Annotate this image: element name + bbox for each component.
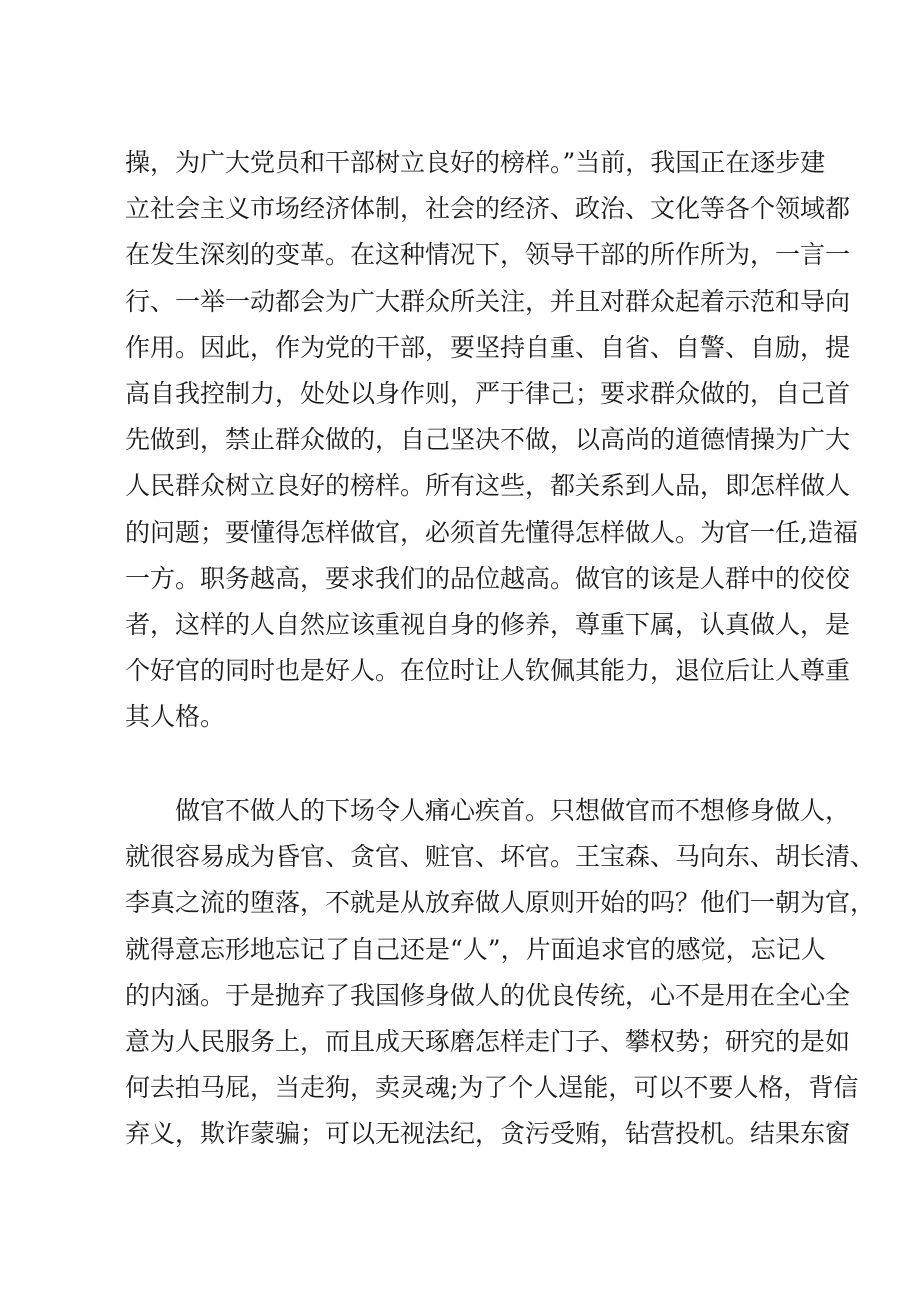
- text-line: 高自我控制力，处处以身作则，严于律己；要求群众做的，自己首: [125, 378, 851, 408]
- text-line: 就很容易成为昏官、贪官、赃官、坏官。王宝森、马向东、胡长清、: [125, 842, 876, 872]
- text-line: 个好官的同时也是好人。在位时让人钦佩其能力，退位后让人尊重: [125, 656, 851, 686]
- text-line: 其人格。: [125, 702, 226, 732]
- paragraph-1: [125, 140, 858, 740]
- text-line: 弃义，欺诈蒙骗；可以无视法纪，贪污受贿，钻营投机。结果东窗: [125, 1119, 851, 1149]
- text-line: 作用。因此，作为党的干部，要坚持自重、自省、自警、自励，提: [125, 332, 851, 362]
- text-line: 就得意忘形地忘记了自己还是“人”，片面追求官的感觉，忘记人: [125, 934, 826, 964]
- text-line: 李真之流的堕落，不就是从放弃做人原则开始的吗？他们一朝为官，: [125, 888, 876, 918]
- text-line: 做官不做人的下场令人痛心疾首。只想做官而不想修身做人，: [175, 796, 851, 825]
- text-line: 一方。职务越高，要求我们的品位越高。做官的该是人群中的佼佼: [125, 563, 851, 593]
- text-line: 人民群众树立良好的榜样。所有这些，都关系到人品，即怎样做人: [125, 471, 851, 501]
- text-line: 行、一举一动都会为广大群众所关注，并且对群众起着示范和导向: [125, 286, 851, 316]
- text-line: 的问题；要懂得怎样做官，必须首先懂得怎样做人。为官一任,造福: [125, 517, 858, 547]
- text-line: 在发生深刻的变革。在这种情况下，领导干部的所作所为，一言一: [125, 240, 851, 270]
- text-line: 立社会主义市场经济体制，社会的经济、政治、文化等各个领域都: [125, 194, 851, 224]
- text-line: 者，这样的人自然应该重视自身的修养，尊重下属，认真做人，是: [125, 609, 851, 639]
- text-line: 先做到，禁止群众做的，自己坚决不做，以高尚的道德情操为广大: [125, 425, 851, 455]
- text-line: 操，为广大党员和干部树立良好的榜样。”当前，我国正在逐步建: [125, 148, 826, 177]
- text-line: 意为人民服务上，而且成天琢磨怎样走门子、攀权势；研究的是如: [125, 1026, 851, 1056]
- text-line: 何去拍马屁，当走狗，卖灵魂;为了个人逞能，可以不要人格，背信: [125, 1073, 859, 1103]
- text-line: 的内涵。于是抛弃了我国修身做人的优良传统，心不是用在全心全: [125, 980, 851, 1010]
- paragraph-2: [125, 788, 876, 1158]
